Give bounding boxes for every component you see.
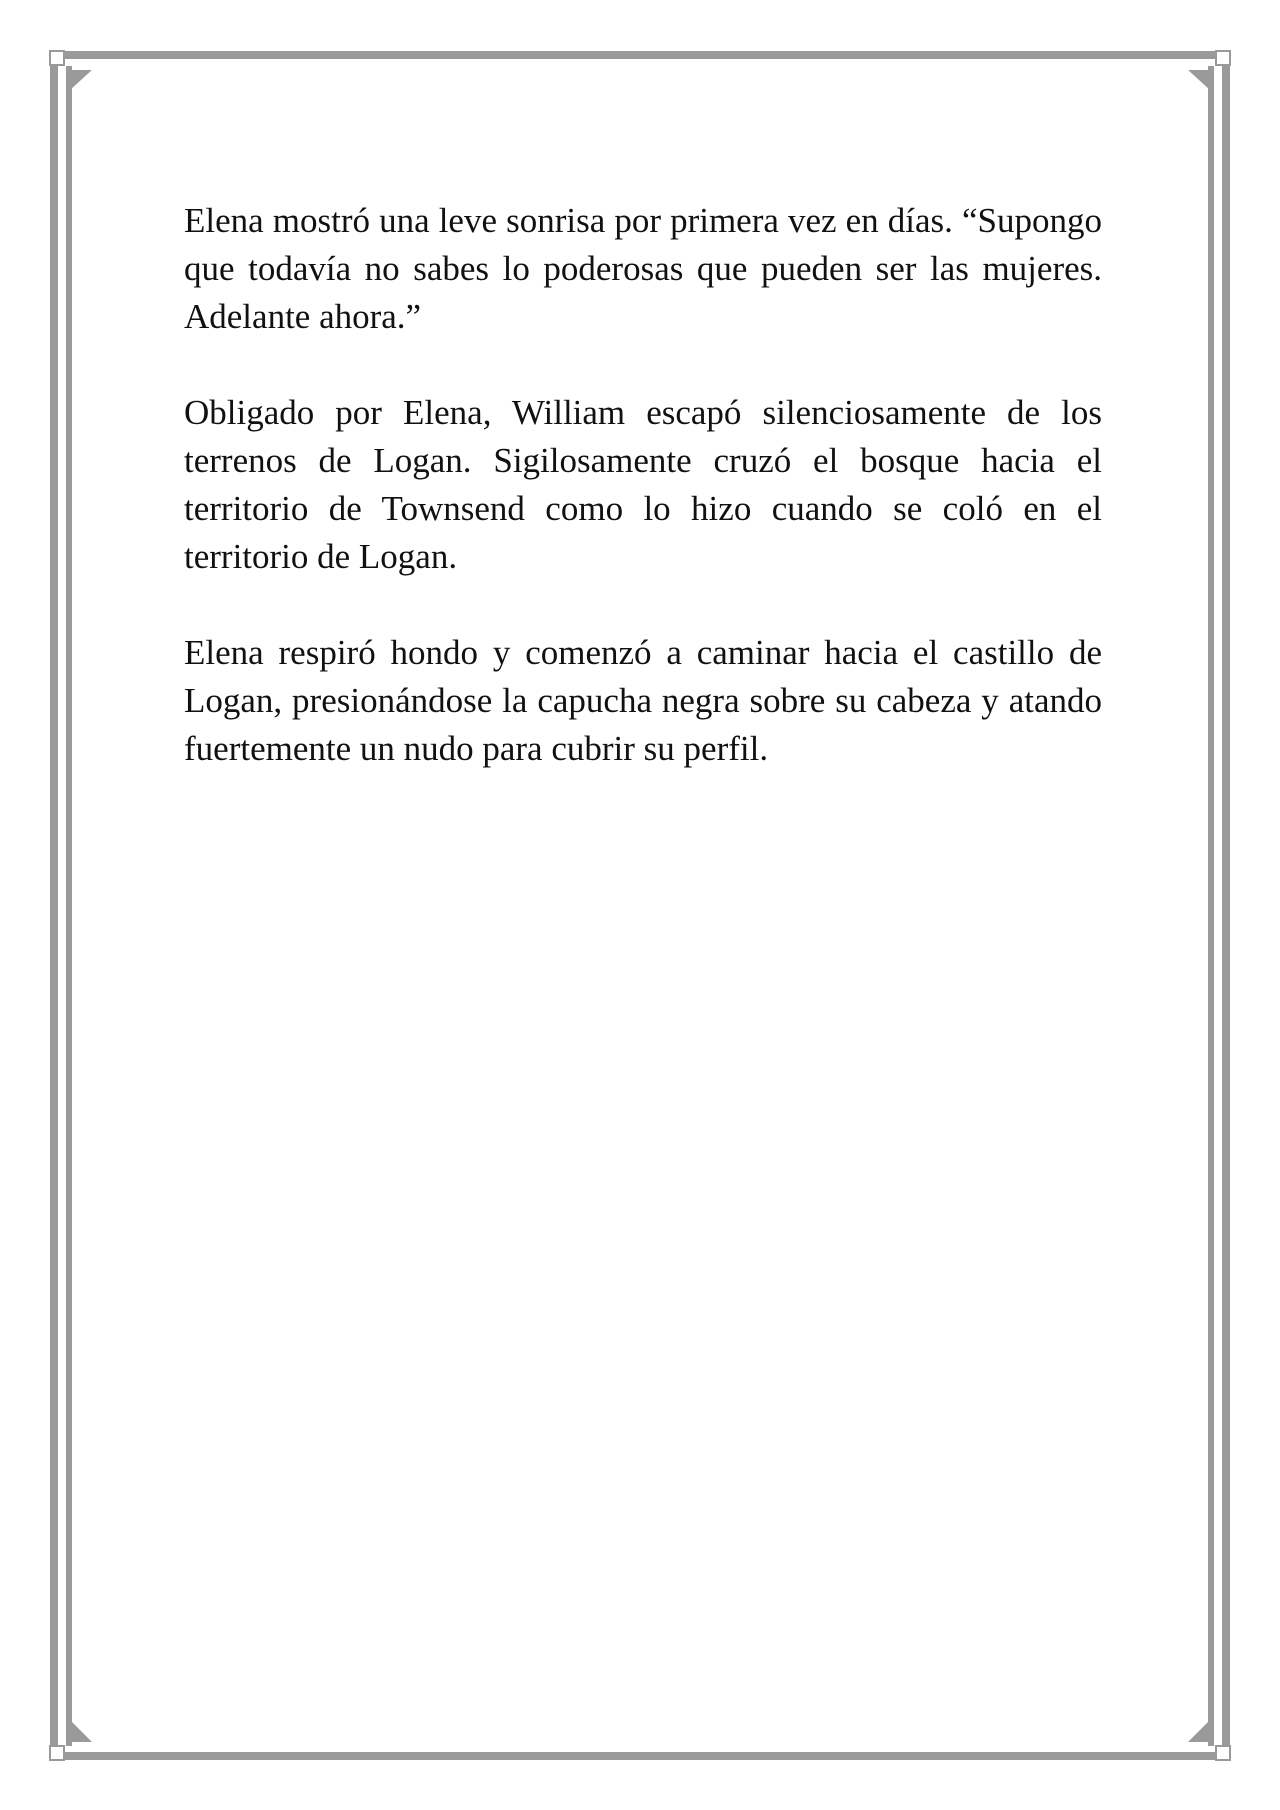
paragraph: Elena mostró una leve sonrisa por primera vez en días. “Supongo que todavía no sabes lo poderosas que pueden ser las mujeres. Adelante ahora.” — [184, 201, 1102, 336]
paragraph: Elena respiró hondo y comenzó a caminar hacia el castillo de Logan, presionándose la capucha negra sobre su cabeza y atando fuertemente un nudo para cubrir su perfil. — [184, 633, 1102, 768]
body-text — [184, 197, 1102, 821]
paragraph: Obligado por Elena, William escapó silenciosamente de los terrenos de Logan. Sigilosamente cruzó el bosque hacia el territorio de Townsend como lo hizo cuando se coló en el territorio de Logan. — [184, 393, 1102, 576]
